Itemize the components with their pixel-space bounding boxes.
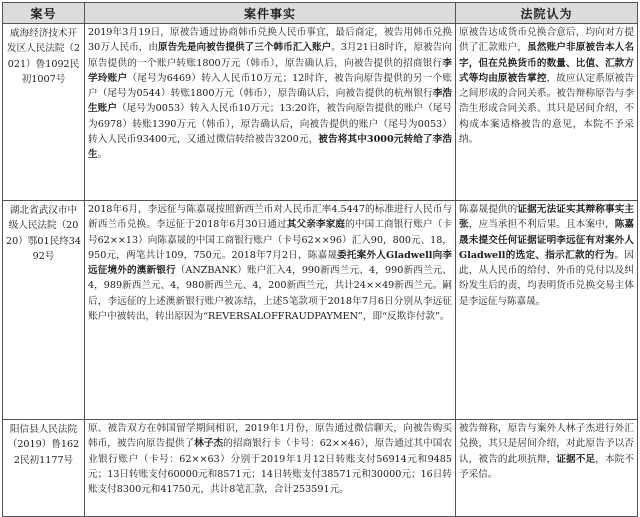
case-number-cell: 湖北省武汉市中级人民法院（2020）鄂01民终3492号 xyxy=(3,201,85,420)
facts-emphasis: 被告将其中3000元转给了李浩生 xyxy=(88,134,452,161)
facts-text: 的中国工商银行账户（卡号62××13）向陈嘉晟的中国工商银行账户（卡号62××96）汇入90，800元、18，950元，两笔共计109，750元。2018年7月2日，陈嘉晟 xyxy=(88,219,453,261)
case-facts-cell xyxy=(85,201,456,420)
opinion-text: ，故应认定系原被告之间形成的合同关系。被告辩称原告与李浩生形成合同关系、其只是居间介绍，不构成本案适格被告的意见，本院不予采纳。 xyxy=(459,72,635,146)
facts-emphasis: 原告先是向被告提供了三个韩币汇入账户 xyxy=(158,42,332,54)
facts-emphasis: 委托案外人Gladwell向李远征境外的澳新银行 xyxy=(88,249,452,277)
opinion-emphasis: 虽然账户非原被告本人名字，但在兑换货币的数量、比值、汇款方式等均由原被告掌控 xyxy=(459,42,635,84)
header-row xyxy=(3,3,638,24)
facts-text: 原、被告双方在韩国留学期间相识，2019年1月份，原告通过微信聊天，向被告购买韩币，被告向原告提供了 xyxy=(88,423,452,450)
table-row xyxy=(3,24,638,201)
facts-emphasis: 其父亲李家庭 xyxy=(286,219,346,231)
opinion-emphasis: 证据无法证实其辩称事实主张 xyxy=(459,204,635,231)
facts-text: （ANZBANK）账户汇入4，990新西兰元、4，990新西兰元、4，989新西兰元、4，980新西兰元、4，200新西兰元，共计24××49新西兰元。嗣后，李远征的上述澳新银行账户被冻结，上述5笔款项于2018年7月6日分别从李远征账户中被转出，转出原因为“REVERSALOFFRAUDPAYMEN”，即“反欺诈付款”。 xyxy=(88,265,453,323)
case-facts-cell xyxy=(85,24,456,201)
court-opinion-cell xyxy=(456,24,638,201)
facts-text: （尾号为0053）转入人民币10万元；13:20许，被告向原告提供的账户（尾号为6978）转账1390万元（韩币），原告确认后，向被告提供的账户（尾号为0053）转入人民币93400元，又通过微信转给被告3200元， xyxy=(88,103,452,146)
table-row xyxy=(3,420,638,517)
table-row xyxy=(3,201,638,420)
header-facts: 案件事实 xyxy=(85,3,456,24)
case-number-cell: 阳信县人民法院（2019）鲁1622民初1177号 xyxy=(3,420,85,517)
facts-text: 。 xyxy=(97,149,108,161)
facts-text: 2018年6月，李远征与陈嘉晟按照新西兰币对人民币汇率4.5447的标准进行人民币与新西兰币兑换。李远征于2018年6月30日通过 xyxy=(88,204,452,231)
opinion-emphasis: 证据不足 xyxy=(556,453,596,465)
opinion-text: 被告辩称，原告与案外人林子杰进行外汇兑换，其只是居间介绍，对此原告予以否认，被告的此项抗辩， xyxy=(459,423,634,465)
opinion-text: 原被告达成货币兑换合意后，均向对方提供了汇款账户， xyxy=(459,27,634,54)
cases-table xyxy=(2,2,638,517)
header-case-no: 案号 xyxy=(3,3,85,24)
facts-text: （尾号为6469）转入人民币10万元；12时许，被告向原告提供的另一个账户（尾号为0544）转账1800万元（韩币），原告确认后，向被告提供的杭州银行 xyxy=(88,72,452,100)
opinion-text: 陈嘉晟提供的 xyxy=(459,204,518,215)
facts-emphasis: 林子杰 xyxy=(194,438,224,450)
case-number-cell: 威海经济技术开发区人民法院（2021）鲁1092民初1007号 xyxy=(3,24,85,201)
facts-emphasis: 李浩生账户 xyxy=(88,88,453,115)
opinion-text: 。因此，从人民币的给付、外币的兑付以及纠纷发生后的责，均表明货币兑换交易主体是李远征与陈嘉晟。 xyxy=(459,249,634,307)
court-opinion-cell xyxy=(456,420,638,517)
opinion-text: ，本院不予采信。 xyxy=(459,453,635,480)
court-opinion-cell xyxy=(456,201,638,420)
facts-emphasis: 李学玲账户 xyxy=(88,57,452,84)
opinion-text: ，应当承担不利后果。且本案中， xyxy=(468,219,615,231)
opinion-emphasis: 陈嘉晟未提交任何证据证明李远征有对案外人Gladwell的选定、指示汇款的行为 xyxy=(459,219,635,261)
facts-text: 。3月21日8时许，原被告向原告提供的一个账户转账1800万元（韩币），原告确认后，向被告提供的招商银行 xyxy=(88,42,452,69)
facts-text: 的招商银行卡（卡号：62××46），原告通过其中国农业银行账户（卡号：62××63）分别于2019年1月12日转账支付56914元和9485元；13日转账支付60000元和8571元；14日转账支付38571元和30000元；16日转账支付8300元和41750元，共计8笔汇款，合计253591元。 xyxy=(88,438,452,496)
header-opinion: 法院认为 xyxy=(456,3,638,24)
facts-text: 2019年3月19日，原被告通过协商韩币兑换人民币事宜，最后商定，被告用韩币兑换30万人民币，由 xyxy=(88,27,452,54)
case-facts-cell xyxy=(85,420,456,517)
